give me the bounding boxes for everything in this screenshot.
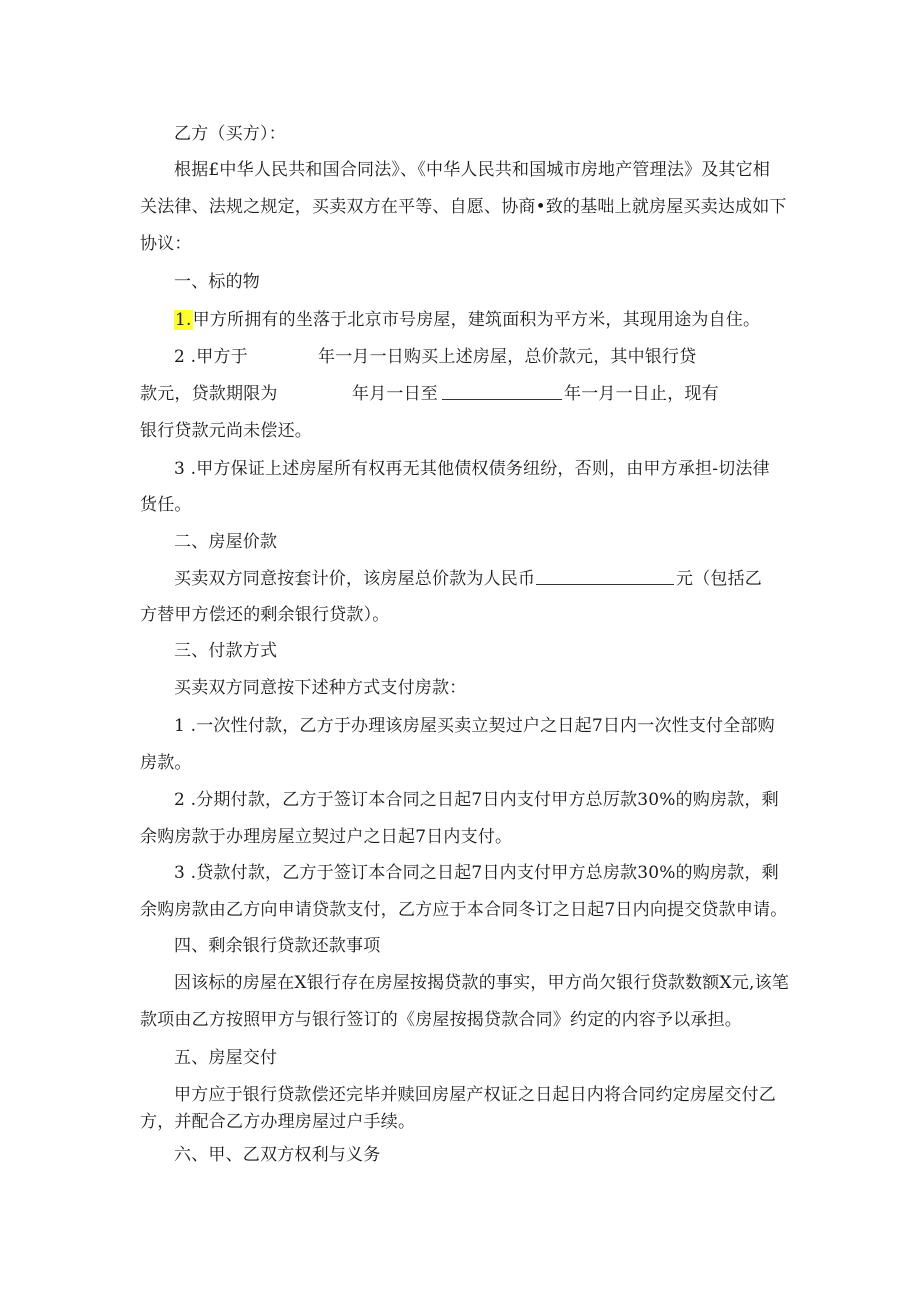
section-1-item-2-a: 2 .甲方于 [174,347,248,367]
section-6-title: 六、甲、乙双方权利与义务 [174,1145,381,1165]
section-1-item-3-a: 3 .甲方保证上述房屋所有权再无其他债权债务纽纷，否则，由甲方承担-切法律 [174,459,770,479]
section-5-text-a: 甲方应于银行贷款偿还完毕并赎回房屋产权证之日起日内将合同约定房屋交付乙 [174,1085,776,1105]
intro-line-3: 协议： [140,234,192,254]
section-3-lead: 买卖双方同意按下述种方式支付房款： [174,678,467,698]
price-blank [536,568,674,591]
section-1-item-1 [174,309,760,331]
section-4-text-b: 款项由乙方按照甲方与银行签订的《房屋按揭贷款合同》约定的内容予以承担。 [140,1010,742,1030]
section-3-item-1-a: 1 .一次性付款，乙方于办理该房屋买卖立契过户之日起7日内一次性支付全部购 [174,716,775,736]
section-1-item-2-c: 款元，贷款期限为 [140,384,278,404]
section-2-text-a: 买卖双方同意按套计价，该房屋总价款为人民币 [174,569,536,589]
section-1-item-3-b: 货任。 [140,495,192,515]
item-1-text: 甲方所拥有的坐落于北京市号房屋，建筑面积为平方米，其现用途为自住。 [192,310,761,330]
section-2-text-b: 元（包括乙 [676,569,762,589]
section-1-item-2-e: 年一月一日止，现有 [564,384,719,404]
section-5-text-b: 方，并配合乙方办理房屋过户手续。 [140,1112,416,1132]
section-1-item-2-f: 银行贷款元尚未偿还。 [140,421,312,441]
section-1-item-2-d: 年月一日至 [352,384,438,404]
section-5-title: 五、房屋交付 [174,1048,278,1068]
section-3-item-2-b: 余购房款于办理房屋立契过户之日起7日内支付。 [140,827,513,847]
section-3-item-3-b: 余购房款由乙方向申请贷款支付，乙方应于本合同冬订之日起7日内向提交贷款申请。 [140,900,788,920]
section-4-title: 四、剩余银行贷款还款事项 [174,936,381,956]
section-2-title: 二、房屋价款 [174,532,278,552]
section-2-text-c: 方替甲方偿还的剩余银行贷款）。 [140,605,390,625]
highlighted-number: 1. [175,310,192,330]
section-1-title: 一、标的物 [174,272,260,292]
section-3-item-1-b: 房款。 [140,753,192,773]
intro-line-1: 根据£中华人民共和国合同法》、《中华人民共和国城市房地产管理法》及其它相 [174,160,771,180]
party-b-label: 乙方（买方）： [174,124,286,144]
section-3-item-2-a: 2 .分期付款，乙方于签订本合同之日起7日内支付甲方总厉款30%的购房款，剩 [174,790,779,810]
intro-line-2: 关法律、法规之规定，买卖双方在平等、自愿、协商•致的基咄上就房屋买卖达成如下 [140,197,787,217]
section-1-item-2-b: 年一月一日购买上述房屋，总价款元，其中银行贷 [318,347,697,367]
section-4-text-a: 因该标的房屋在X银行存在房屋按揭贷款的事实，甲方尚欠银行贷款数额X元,该笔 [174,973,790,993]
date-blank [442,383,562,406]
section-3-title: 三、付款方式 [174,641,278,661]
section-3-item-3-a: 3 .贷款付款，乙方于签订本合同之日起7日内支付甲方总房款30%的购房款，剩 [174,863,779,883]
